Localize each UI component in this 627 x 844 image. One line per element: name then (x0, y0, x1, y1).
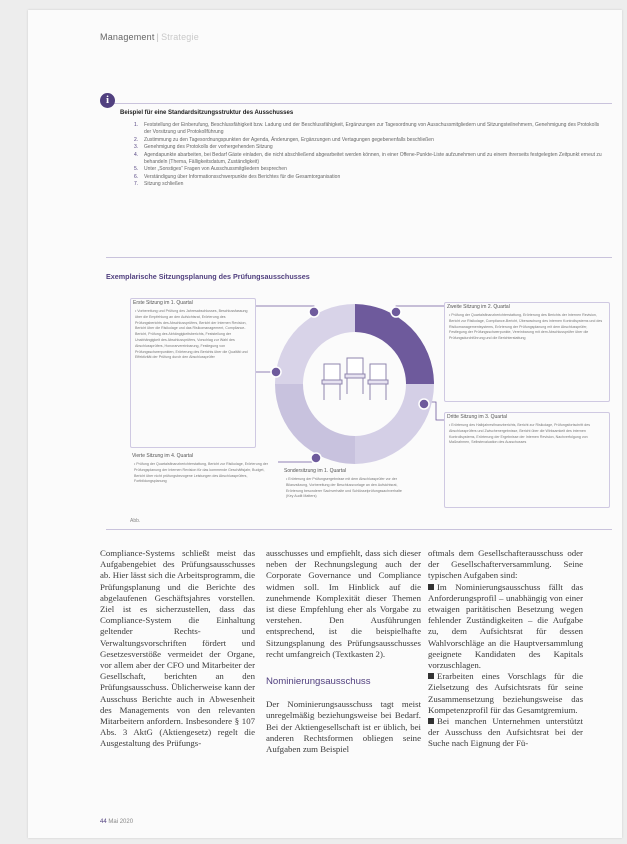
marker-q3 (419, 399, 429, 409)
page-footer (100, 819, 133, 825)
list-number: 7. (134, 181, 139, 188)
figure-source: Abb. (130, 518, 141, 524)
box-q1-text: • Vorbereitung und Prüfung des Jahresabschlusses, Beschlussfassung über die Empfehlung an den Aufsichtsrat, Erörterung des Prüfungsberichts des Abschlussprüfers, Bericht der Internen Revision, Bericht über die Risikolage und das Risikomanagement, Compliance-Bericht, Prüfung des Abhängigkeitsberichts, Feststellung der Unabhängigkeit des Abschlussprüfers, Vorschlag zur Wahl des Abschlussprüfers, Honorarvereinbarung, Festlegung von Prüfungsschwerpunkten, Erörterung des Berichts über die Qualität und Effektivität der Prüfung durch den Abschlussprüfer (135, 309, 248, 360)
page-number: 44 (100, 819, 107, 825)
connector-line (396, 306, 444, 308)
connector-line (256, 306, 314, 308)
box-special-text: • Erörterung der Prüfungsergebnisse mit dem Abschlussprüfer vor der Bilanzsitzung, Vorbereitung der Beschlussvorlage an den Aufsichtsrat, Erörterung besonderer Sachverhalte und Schlüsselprüfungssachverhalte (Key Audit Matters) (286, 477, 402, 499)
marker-q1 (309, 307, 319, 317)
marker-q2 (391, 307, 401, 317)
example-list (134, 122, 604, 189)
bullet-square-icon (428, 673, 434, 679)
example-list-item (134, 144, 604, 151)
example-box-title: Beispiel für eine Standardsitzungsstruktur des Ausschusses (120, 110, 294, 116)
bullet-item: Erarbeiten eines Vorschlags für die Zielsetzung des Aufsichtsrats für seine Zusammensetzung beziehungsweise das Kompetenzprofil für das Gesamtgremium. (428, 671, 583, 715)
chairs-icon (322, 358, 388, 400)
body-column-1 (100, 548, 255, 750)
paragraph: Der Nominierungsausschuss tagt meist unregelmäßig beziehungsweise bei Bedarf. Bei der Aktiengesellschaft ist er üblich, bei anderen Rechtsformen obliegen seine Aufgaben zum Beispiel (266, 699, 421, 755)
meeting-plan-figure (106, 272, 612, 530)
bullet-item: Bei manchen Unternehmen unterstützt der Ausschuss den Aufsichtsrat bei der Suche nach Eignung der Fü- (428, 716, 583, 749)
list-number: 4. (134, 151, 139, 158)
list-text: Genehmigung des Protokolls der vorhergehenden Sitzung (144, 144, 273, 151)
box-q3-label: Dritte Sitzung im 3. Quartal (447, 414, 508, 420)
list-number: 3. (134, 144, 139, 151)
box-q2-label: Zweite Sitzung im 2. Quartal (447, 304, 510, 310)
donut-ring (275, 304, 434, 464)
running-header: Management | Strategie (100, 32, 199, 42)
example-list-item (134, 137, 604, 144)
bullet-square-icon (428, 584, 434, 590)
list-number: 6. (134, 173, 139, 180)
list-text: Unter „Sonstiges“ Fragen von Ausschussmitgliedern besprechen (144, 166, 287, 173)
example-list-item (134, 122, 604, 137)
document-page (28, 10, 622, 838)
box-q3-text: • Erörterung des Halbjahresfinanzberichts, Bericht zur Risikolage, Prüfungsfortschritt des Abschlussprüfers und Zwischenergebnisse, Bericht über die Wirksamkeit des internen Kontrollsystems, Erörterung der Ergebnisse der Internen Revision, Nachverfolgung von Maßnahmen, Selbstevaluation des Ausschusses (449, 423, 591, 445)
example-list-item (134, 152, 604, 167)
list-text: Verständigung über Informationsschwerpunkte des Berichtes für die Gesamtorganisation (144, 173, 341, 180)
body-column-3 (428, 548, 583, 750)
example-list-item (134, 181, 604, 188)
body-column-2 (266, 548, 421, 755)
box-special-label: Sondersitzung im 1. Quartal (284, 468, 346, 474)
list-number: 2. (134, 136, 139, 143)
box-q3 (444, 412, 610, 508)
box-q4-text: • Prüfung der Quartalsfinanzberichterstattung, Bericht zur Risikolage, Erörterung der Prüfungsplanung der Internen Revision für das kommende Geschäftsjahr, Budget, Bericht über nicht prüfungsbezogene Leistungen des Abschlussprüfers, Fortbildungsplanung (134, 462, 268, 484)
issue-date: Mai 2020 (108, 819, 134, 825)
marker-special (271, 367, 281, 377)
box-q2 (444, 302, 610, 402)
box-q1-label: Erste Sitzung im 1. Quartal (133, 300, 193, 306)
list-text: Sitzung schließen (144, 181, 184, 188)
paragraph: Compliance-Systems schließt meist das Aufgabengebiet des Prüfungsausschusses ab. Hier lässt sich die Arbeitsprogramm, die Prüfungsplanung und die Berichte des abgelaufenen Geschäftsjahres vorstellen. Ziel ist es sicherzustellen, dass das Compliance-System die Einhaltung geltender Rechts- und Verwaltungsvorschriften fördert und Gesetzesverstöße vermeidet der Organe, vor allem aber der CFO und Mitarbeiter der Gesellschaft, berichten an den Prüfungsausschuss. Üblicherweise kann der Ausschuss Berichte auch in Abwesenheit des Managements von den relevanten Mitarbeitern anfordern. Insbesondere § 107 Abs. 3 AktG (Aktiengesetz) regelt die Ausgestaltung des Prüfungs- (100, 548, 255, 749)
list-text: Feststellung der Einberufung, Beschlussfähigkeit bzw. Ladung und der Beschlussfähigkeit, Ergänzungen zur Tagesordnung von Ausschussmitgliedern und Sitzungsteilnehmern, Genehmigung des Protokolls der Vorsitzung und Protokollführung (144, 122, 600, 136)
list-text: Zustimmung zu den Tagesordnungspunkten der Agenda, Änderungen, Ergänzungen und Vertagungen gegebenenfalls beschließen (144, 136, 434, 143)
example-box (105, 94, 612, 258)
box-q4 (130, 452, 278, 508)
bullet-square-icon (428, 718, 434, 724)
ring-segment-q3 (355, 384, 434, 464)
box-q1 (130, 298, 256, 448)
list-number: 5. (134, 166, 139, 173)
paragraph: ausschusses und empfiehlt, dass sich dieser neben der Rechnungslegung auch der Corporate Governance und Compliance widmen soll. Im Hinblick auf die zunehmende Komplexität dieser Themen ist diese Empfehlung eher als Vorgabe zu verstehen. Den Ausführungen entsprechend, ist die beispielhafte Sitzungsplanung des Prüfungsausschusses recht umfangreich (Textkasten 2). (266, 548, 421, 659)
figure-title: Exemplarische Sitzungsplanung des Prüfungsausschusses (106, 272, 310, 281)
marker-q4 (311, 453, 321, 463)
bullet-item: Im Nominierungsausschuss fällt das Anforderungsprofil – unabhängig von einer etwaigen paritätischen Besetzung wegen fehlender Zuständigkeiten – die Aufgabe zu, dem Aufsichtsrat für dessen Wahlvorschläge an die Hauptversammlung geeignete Kandidaten des Kapitals vorzuschlagen. (428, 581, 583, 671)
example-list-item (134, 166, 604, 173)
box-q2-text: • Prüfung der Quartalsfinanzberichterstattung, Erörterung des Berichts der Internen Revision, Bericht zur Risikolage, Compliance-Bericht, Überwachung des internen Kontrollsystems und des Risikomanagementsystems, Erörterung der Prüfungsplanung mit dem Abschlussprüfer, Festlegung der Prüfungsschwerpunkte, Vereinbarung mit dem Abschlussprüfer über die Prüfungsdurchführung und die Berichterstattung (449, 313, 603, 341)
example-list-item (134, 174, 604, 181)
section-heading: Nominierungsausschuss (266, 676, 371, 688)
list-number: 1. (134, 122, 139, 128)
list-text: Agendapunkte abarbeiten, bei Bedarf Gäste einladen, die nicht abschließend abgearbeitet werden können, in einer Offene-Punkte-Liste aufzunehmen und zu einem ihrerseits festgelegten Zeitpunkt erneut zu behandeln (Thema, Fälligkeitsdatum, Zuständigkeit) (144, 151, 602, 166)
ring-segment-q4 (275, 384, 355, 464)
header-subsection: Strategie (161, 32, 199, 42)
box-q4-label: Vierte Sitzung im 4. Quartal (132, 453, 194, 459)
box-special (282, 467, 408, 513)
header-section: Management (100, 32, 155, 42)
info-icon: i (100, 93, 115, 108)
paragraph: oftmals dem Gesellschafterausschuss oder der Gesellschafterversammlung. Seine typischen Aufgaben sind: (428, 548, 583, 581)
